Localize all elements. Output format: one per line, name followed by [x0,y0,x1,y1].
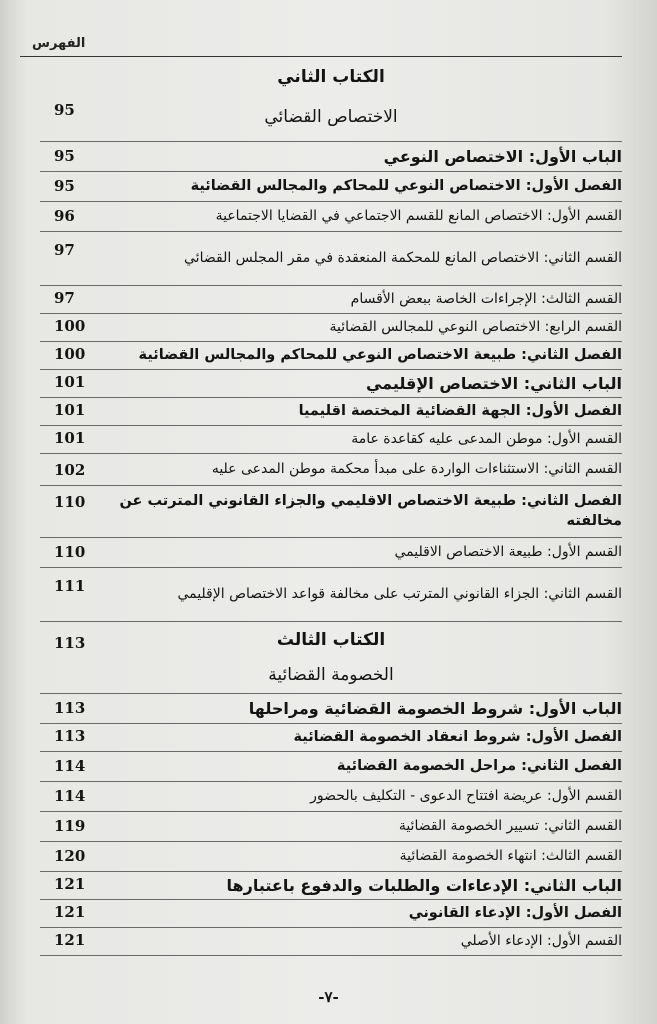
entry-title: الاختصاص القضائي [264,107,398,128]
entry-page: 101 [54,401,86,419]
toc-row-qism[interactable] [40,812,622,842]
toc-row-qism[interactable] [40,426,622,454]
toc-row-fasl[interactable] [40,342,622,370]
entry-page: 101 [54,373,86,391]
entry-page: 97 [54,289,75,307]
entry-title: الفصل الثاني: مراحل الخصومة القضائية [336,757,622,774]
entry-page: 110 [54,543,86,561]
toc-row-qism[interactable] [40,538,622,568]
entry-page: 111 [54,577,86,595]
toc-row-qism[interactable] [40,454,622,486]
table-of-contents [40,60,622,956]
entry-title: الباب الأول: شروط الخصومة القضائية ومراحلها [248,698,622,718]
entry-page: 121 [54,903,86,921]
toc-row-book[interactable] [40,622,622,658]
entry-title: الكتاب الثالث [276,629,386,650]
toc-row-book[interactable] [40,60,622,94]
toc-row-fasl[interactable] [40,486,622,538]
entry-title: القسم الأول: موطن المدعى عليه كقاعدة عامة [351,431,622,448]
toc-row-qism[interactable] [40,232,622,286]
toc-row-bab[interactable] [40,872,622,900]
entry-title: القسم الأول: الاختصاص المانع للقسم الاجتماعي في القضايا الاجتماعية [215,208,622,225]
entry-title: القسم الثالث: انتهاء الخصومة القضائية [399,848,622,865]
toc-row-subtitle[interactable] [40,658,622,694]
header-rule [20,56,622,57]
entry-title: الفصل الأول: شروط انعقاد الخصومة القضائية [293,728,622,745]
toc-row-bab[interactable] [40,370,622,398]
entry-title: الباب الثاني: الإدعاءات والطلبات والدفوع باعتبارها [226,875,622,895]
entry-title: القسم الثاني: الجزاء القانوني المترتب على مخالفة قواعد الاختصاص الإقليمي [177,586,622,603]
entry-page: 113 [54,634,86,652]
toc-row-qism[interactable] [40,202,622,232]
entry-title: القسم الأول: الإدعاء الأصلي [460,933,622,950]
entry-page: 120 [54,847,86,865]
entry-page: 95 [54,177,75,195]
entry-page: 121 [54,875,86,893]
entry-page: 114 [54,787,86,805]
entry-title: الباب الثاني: الاختصاص الإقليمي [365,373,622,393]
toc-row-qism[interactable] [40,314,622,342]
entry-title: القسم الرابع: الاختصاص النوعي للمجالس القضائية [329,319,622,336]
running-title: الفهرس [32,36,86,51]
entry-page: 102 [54,461,86,479]
entry-title: الخصومة القضائية [268,665,394,686]
toc-row-bab[interactable] [40,694,622,724]
toc-row-qism[interactable] [40,842,622,872]
entry-page: 97 [54,241,75,259]
entry-page: 113 [54,699,86,717]
entry-title: القسم الثاني: الاختصاص المانع للمحكمة المنعقدة في مقر المجلس القضائي [184,250,622,267]
toc-row-fasl[interactable] [40,724,622,752]
toc-row-bab[interactable] [40,142,622,172]
entry-title: القسم الثاني: الاستثناءات الواردة على مبدأ محكمة موطن المدعى عليه [211,461,622,478]
toc-row-qism[interactable] [40,286,622,314]
entry-page: 96 [54,207,75,225]
toc-row-subtitle[interactable] [40,94,622,142]
toc-row-fasl[interactable] [40,752,622,782]
toc-row-qism[interactable] [40,568,622,622]
entry-page: 100 [54,317,86,335]
entry-title: القسم الأول: طبيعة الاختصاص الاقليمي [394,544,622,561]
entry-page: 110 [54,493,86,511]
entry-title: القسم الثالث: الإجراءات الخاصة ببعض الأقسام [350,291,622,308]
entry-page: 95 [54,101,75,119]
toc-row-fasl[interactable] [40,900,622,928]
page-number-footer: -٧- [318,988,339,1006]
entry-title: الباب الأول: الاختصاص النوعي [383,146,622,166]
entry-title: الفصل الثاني: طبيعة الاختصاص الاقليمي والجزاء القانوني المترتب عن مخالفته [119,492,622,529]
entry-title: القسم الأول: عريضة افتتاح الدعوى - التكليف بالحضور [310,788,622,805]
entry-page: 114 [54,757,86,775]
toc-row-fasl[interactable] [40,172,622,202]
entry-page: 119 [54,817,86,835]
entry-title: الفصل الثاني: طبيعة الاختصاص النوعي للمحاكم والمجالس القضائية [138,346,622,363]
entry-page: 113 [54,727,86,745]
entry-title: الفصل الأول: الاختصاص النوعي للمحاكم والمجالس القضائية [190,177,622,194]
toc-row-qism[interactable] [40,928,622,956]
entry-page: 95 [54,147,75,165]
toc-row-qism[interactable] [40,782,622,812]
entry-title: الفصل الأول: الإدعاء القانوني [408,904,622,921]
entry-page: 121 [54,931,86,949]
entry-title: القسم الثاني: تسيير الخصومة القضائية [398,818,622,835]
entry-title: الفصل الأول: الجهة القضائية المختصة اقليميا [298,402,622,419]
toc-row-fasl[interactable] [40,398,622,426]
entry-page: 100 [54,345,86,363]
entry-title: الكتاب الثاني [277,66,385,87]
entry-page: 101 [54,429,86,447]
